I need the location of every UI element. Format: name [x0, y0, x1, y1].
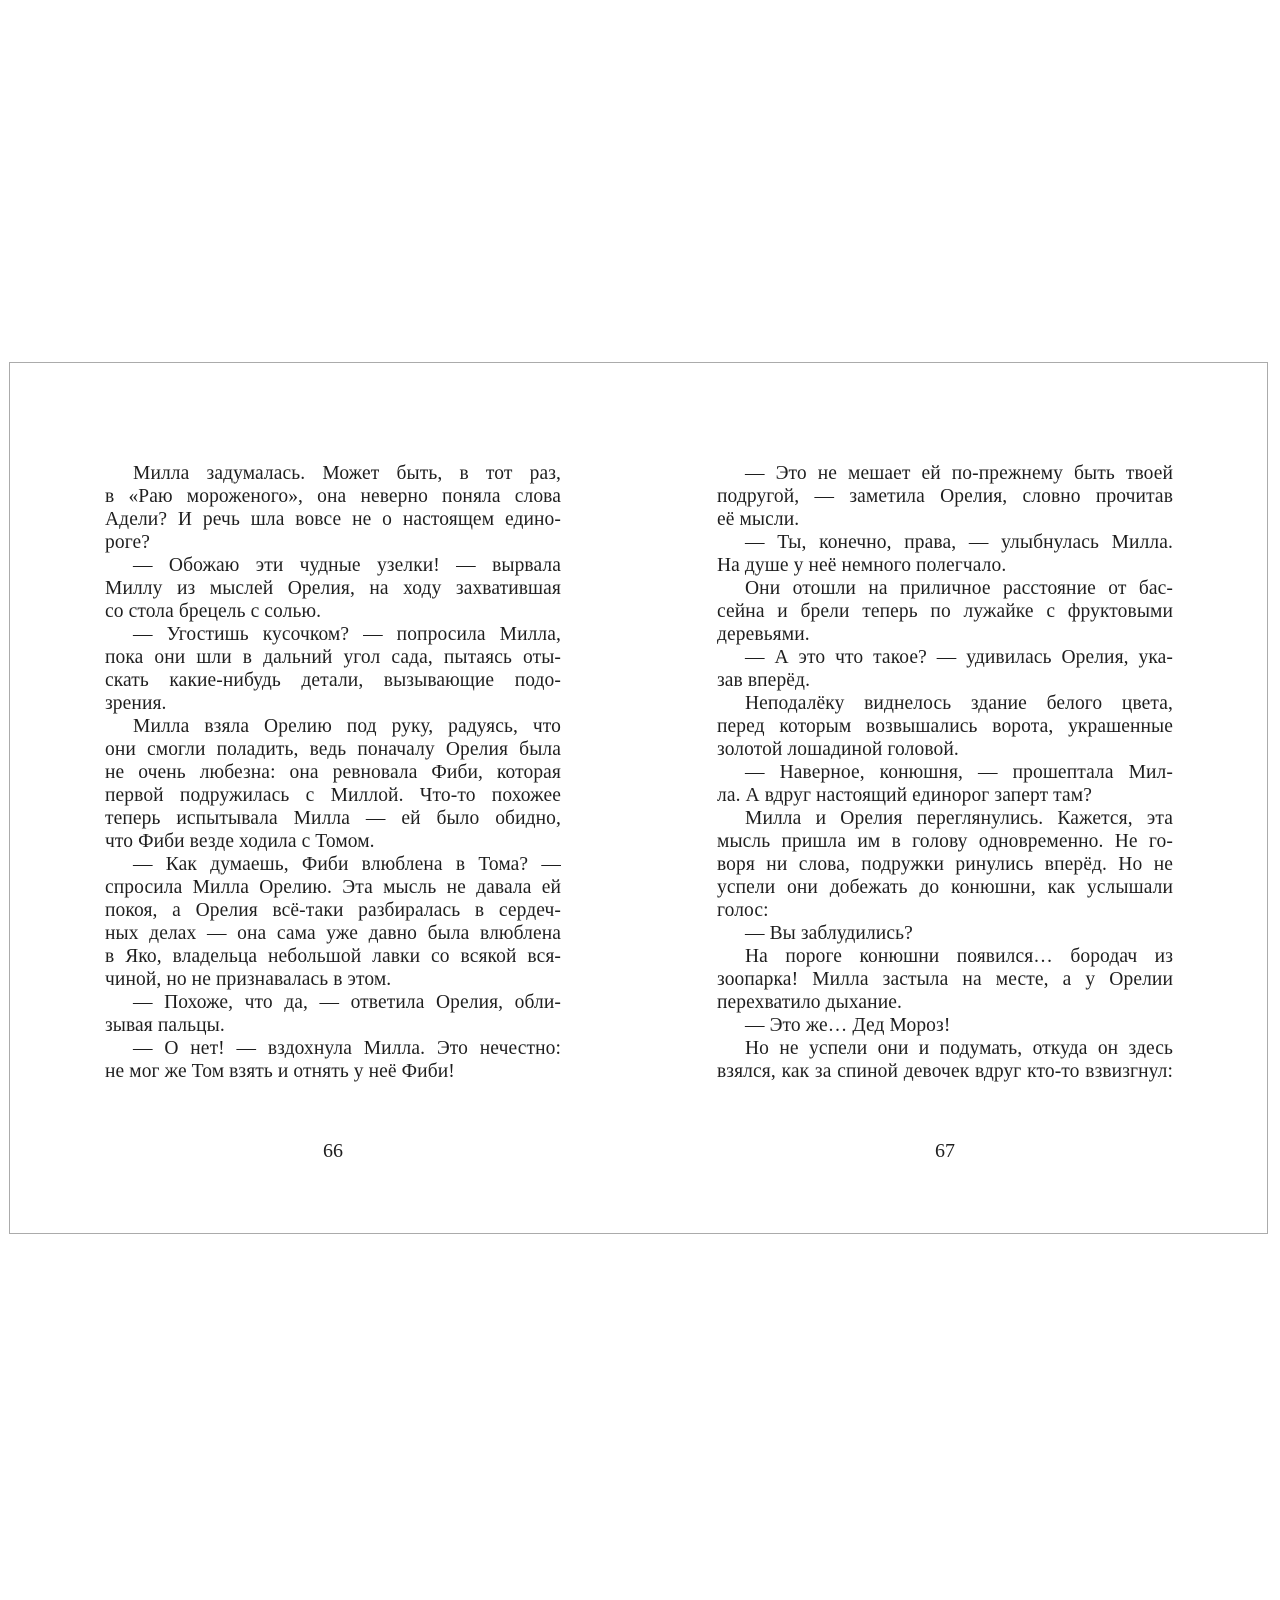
book-page-left	[105, 462, 561, 1163]
text-line: ных делах — она сама уже давно была влюблена	[105, 923, 561, 944]
text-line: золотой лошадиной головой.	[717, 739, 959, 760]
text-line: — Похоже, что да, — ответила Орелия, обли-	[133, 992, 561, 1013]
text-line: теперь испытывала Милла — ей было обидно,	[105, 808, 561, 829]
text-line: деревьями.	[717, 624, 810, 645]
text-line: покоя, а Орелия всё-таки разбиралась в сердеч-	[105, 900, 561, 921]
text-line: зоопарка! Милла застыла на месте, а у Орелии	[717, 969, 1173, 990]
text-line: голос:	[717, 900, 769, 921]
text-line: ла. А вдруг настоящий единорог заперт там?	[717, 785, 1092, 806]
text-line: Они отошли на приличное расстояние от бас-	[745, 578, 1173, 599]
text-line: Адели? И речь шла вовсе не о настоящем едино-	[105, 509, 561, 530]
text-line: — Наверное, конюшня, — прошептала Мил-	[745, 762, 1173, 783]
text-line: зывая пальцы.	[105, 1015, 225, 1036]
text-line: пока они шли в дальний угол сада, пытаясь оты-	[105, 647, 561, 668]
page-number-left: 66	[323, 1140, 343, 1162]
text-line: Но не успели они и подумать, откуда он здесь	[745, 1038, 1173, 1059]
text-line: Миллу из мыслей Орелия, на ходу захватившая	[105, 578, 561, 599]
text-line: они смогли поладить, ведь поначалу Орелия была	[105, 739, 561, 760]
text-line: Неподалёку виднелось здание белого цвета,	[745, 693, 1173, 714]
text-line: На пороге конюшни появился… бородач из	[745, 946, 1173, 967]
text-line: что Фиби везде ходила с Томом.	[105, 831, 375, 852]
text-line: в «Раю мороженого», она неверно поняла слова	[105, 486, 561, 507]
text-line: спросила Милла Орелию. Эта мысль не давала ей	[105, 877, 561, 898]
text-line: — Угостишь кусочком? — попросила Милла,	[133, 624, 561, 645]
text-line: — Обожаю эти чудные узелки! — вырвала	[133, 555, 561, 576]
text-line: взялся, как за спиной девочек вдруг кто-то взвизгнул:	[717, 1061, 1173, 1082]
text-line: — Вы заблудились?	[745, 923, 913, 944]
text-line: не очень любезна: она ревновала Фиби, которая	[105, 762, 561, 783]
text-line: Милла взяла Орелию под руку, радуясь, что	[133, 716, 561, 737]
text-line: перед которым возвышались ворота, украшенные	[717, 716, 1173, 737]
text-line: — Это же… Дед Мороз!	[745, 1015, 951, 1036]
text-line: воря ни слова, подружки ринулись вперёд. Но не	[717, 854, 1173, 875]
text-line: в Яко, владельца небольшой лавки со всякой вся-	[105, 946, 561, 967]
text-line: — А это что такое? — удивилась Орелия, ука-	[745, 647, 1173, 668]
page-left-text-column	[105, 462, 561, 1083]
text-line: сейна и брели теперь по лужайке с фруктовыми	[717, 601, 1173, 622]
text-line: мысль пришла им в голову одновременно. Не го-	[717, 831, 1173, 852]
text-line: чиной, но не признавалась в этом.	[105, 969, 392, 990]
text-line: роге?	[105, 532, 151, 553]
text-line: перехватило дыхание.	[717, 992, 902, 1013]
page-right-text-column	[717, 462, 1173, 1083]
page-number-right: 67	[935, 1140, 955, 1162]
text-line: её мысли.	[717, 509, 800, 530]
text-line: — Ты, конечно, права, — улыбнулась Милла.	[745, 532, 1173, 553]
text-line: Милла и Орелия переглянулись. Кажется, эта	[745, 808, 1173, 829]
text-line: — Это не мешает ей по-прежнему быть твоей	[745, 463, 1173, 484]
text-line: зав вперёд.	[717, 670, 811, 691]
book-page-right	[717, 462, 1173, 1163]
text-line: подругой, — заметила Орелия, словно прочитав	[717, 486, 1173, 507]
text-line: — Как думаешь, Фиби влюблена в Тома? —	[133, 854, 561, 875]
text-line: На душе у неё немного полегчало.	[717, 555, 1007, 576]
text-line: со стола брецель с солью.	[105, 601, 322, 622]
text-line: Милла задумалась. Может быть, в тот раз,	[133, 463, 561, 484]
text-line: скать какие-нибудь детали, вызывающие подо-	[105, 670, 561, 691]
text-line: — О нет! — вздохнула Милла. Это нечестно:	[133, 1038, 561, 1059]
text-line: зрения.	[105, 693, 167, 714]
text-line: не мог же Том взять и отнять у неё Фиби!	[105, 1061, 455, 1082]
book-spread	[9, 362, 1268, 1234]
text-line: первой подружилась с Миллой. Что-то похожее	[105, 785, 561, 806]
text-line: успели они добежать до конюшни, как услышали	[717, 877, 1173, 898]
